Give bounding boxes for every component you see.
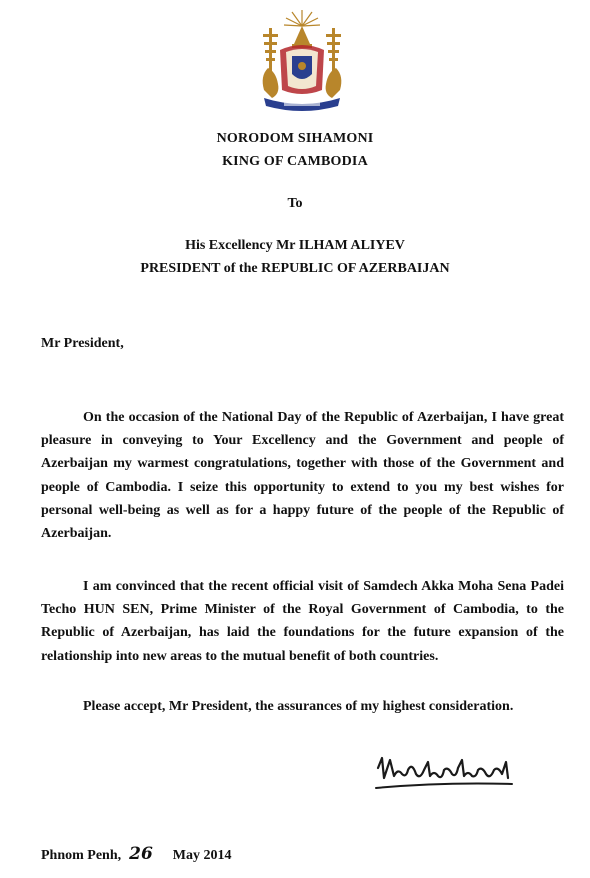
- closing-day-handwritten: 26: [129, 844, 153, 864]
- royal-arms-of-cambodia-icon: [250, 6, 354, 118]
- body-paragraph-2: I am convinced that the recent official visit of Samdech Akka Moha Sena Padei Techo HUN SEN, Prime Minister of the Royal Government of Cambodia, to the Republic of Azerbaijan, has laid the foundations for the future expansion of the relationship into new areas to the mutual benefit of both countries.: [41, 579, 564, 664]
- body-paragraph-1: On the occasion of the National Day of the Republic of Azerbaijan, I have great pleasure in conveying to Your Excellency and the Government and people of Azerbaijan my warmest congratulations, together with those of the Government and people of Cambodia. I seize this opportunity to extend to you my best wishes for personal well-being as well as for a happy future of the people of the Republic of Azerbaijan.: [41, 410, 564, 542]
- closing-month-year: May 2014: [172, 848, 232, 863]
- recipient-title: PRESIDENT of the REPUBLIC OF AZERBAIJAN: [140, 261, 450, 276]
- body-paragraph-3: Please accept, Mr President, the assurances of my highest consideration.: [83, 699, 514, 714]
- sender-name: NORODOM SIHAMONI: [216, 131, 374, 146]
- closing-line: [41, 844, 232, 864]
- recipient-name: His Excellency Mr ILHAM ALIYEV: [185, 238, 405, 253]
- closing-place: Phnom Penh,: [41, 848, 122, 863]
- handwritten-signature-icon: [372, 748, 520, 796]
- sender-title: KING OF CAMBODIA: [222, 154, 368, 169]
- to-label: To: [287, 196, 303, 211]
- salutation: Mr President,: [41, 336, 124, 351]
